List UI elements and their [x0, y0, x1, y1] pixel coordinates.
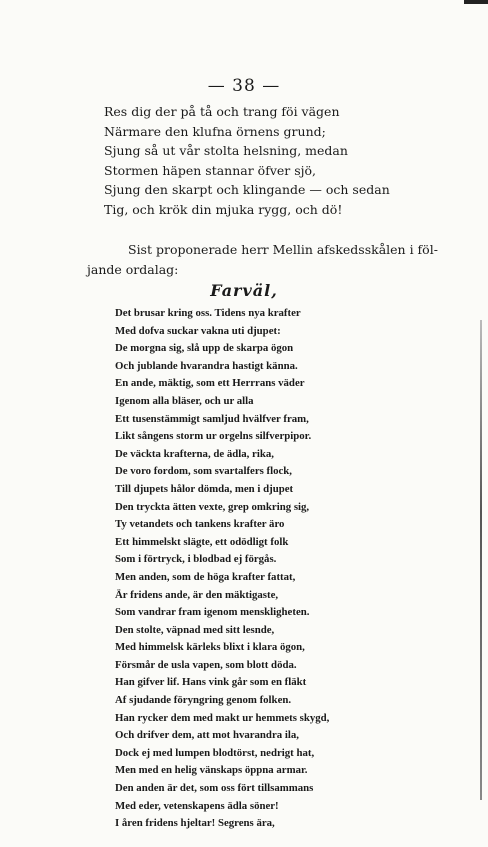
- poem-line: Med dofva suckar vakna uti djupet:: [115, 324, 281, 337]
- poem-line: Dock ej med lumpen blodtörst, nedrigt hat,: [115, 746, 315, 759]
- poem-line: Likt sångens storm ur orgelns silfverpipor.: [115, 430, 312, 443]
- scan-corner-mark: [464, 0, 488, 4]
- poem-line: Den stolte, väpnad med sitt lesnde,: [115, 623, 275, 636]
- poem-body: [115, 305, 455, 833]
- stanza-verse: [104, 102, 464, 219]
- poem-line: Försmår de usla vapen, som blott döda.: [115, 658, 297, 671]
- poem-line: Men med en helig vänskaps öppna armar.: [115, 764, 308, 777]
- poem-line: Den anden är det, som oss fört tillsammans: [115, 782, 314, 795]
- verse-line: Sjung så ut vår stolta helsning, medan: [104, 143, 348, 158]
- poem-line: Som vandrar fram igenom menskligheten.: [115, 606, 310, 619]
- poem-line: Och jublande hvarandra hastigt känna.: [115, 359, 298, 372]
- poem-line: Han gifver lif. Hans vink går som en fläkt: [115, 676, 307, 689]
- poem-line: Som i förtryck, i blodbad ej förgås.: [115, 553, 277, 566]
- poem-line: Af sjudande föryngring genom folken.: [115, 694, 292, 707]
- poem-line: Men anden, som de höga krafter fattat,: [115, 570, 296, 583]
- page-edge-shadow: [480, 320, 482, 800]
- verse-line: Sjung den skarpt och klingande — och sedan: [104, 182, 390, 197]
- poem-line: De voro fordom, som svartalfers flock,: [115, 465, 293, 478]
- page-number: — 38 —: [207, 76, 281, 96]
- poem-line: Till djupets hålor dömda, men i djupet: [115, 482, 294, 495]
- verse-line: Tig, och krök din mjuka rygg, och dö!: [104, 201, 343, 217]
- poem-line: Och drifver dem, att mot hvarandra ila,: [115, 729, 299, 742]
- prose-line-2: jande ordalag:: [87, 262, 179, 277]
- poem-line: Ty vetandets och tankens krafter äro: [115, 518, 285, 531]
- verse-line: Närmare den klufna örnens grund;: [104, 123, 326, 139]
- poem-line: Den tryckta ätten vexte, grep omkring sig,: [115, 500, 310, 513]
- poem-line: Igenom alla bläser, och ur alla: [115, 394, 254, 407]
- poem-line: De morgna sig, slå upp de skarpa ögon: [115, 342, 294, 355]
- poem-line: Det brusar kring oss. Tidens nya krafter: [115, 307, 301, 319]
- poem-title: Farväl,: [210, 281, 278, 300]
- poem-line: Han rycker dem med makt ur hemmets skygd,: [115, 711, 330, 724]
- poem-line: Med himmelsk kärleks blixt i klara ögon,: [115, 641, 305, 654]
- poem-line: I åren fridens hjeltar! Segrens ära,: [115, 817, 275, 830]
- poem-line: Ett himmelskt slägte, ett odödligt folk: [115, 535, 289, 548]
- poem-line: De väckta krafterna, de ädla, rika,: [115, 447, 274, 460]
- poem-line: Är fridens ande, är den mäktigaste,: [115, 588, 279, 601]
- poem-line: Med eder, vetenskapens ädla söner!: [115, 799, 279, 812]
- poem-line: Ett tusenstämmigt samljud hvälfver fram,: [115, 412, 309, 425]
- poem-line: En ande, mäktig, som ett Herrrans väder: [115, 377, 305, 390]
- prose-line-1: Sist proponerade herr Mellin afskedsskålen i föl-: [128, 242, 438, 257]
- verse-line: Res dig der på tå och trang föi vägen: [104, 104, 340, 119]
- verse-line: Stormen häpen stannar öfver sjö,: [104, 162, 317, 178]
